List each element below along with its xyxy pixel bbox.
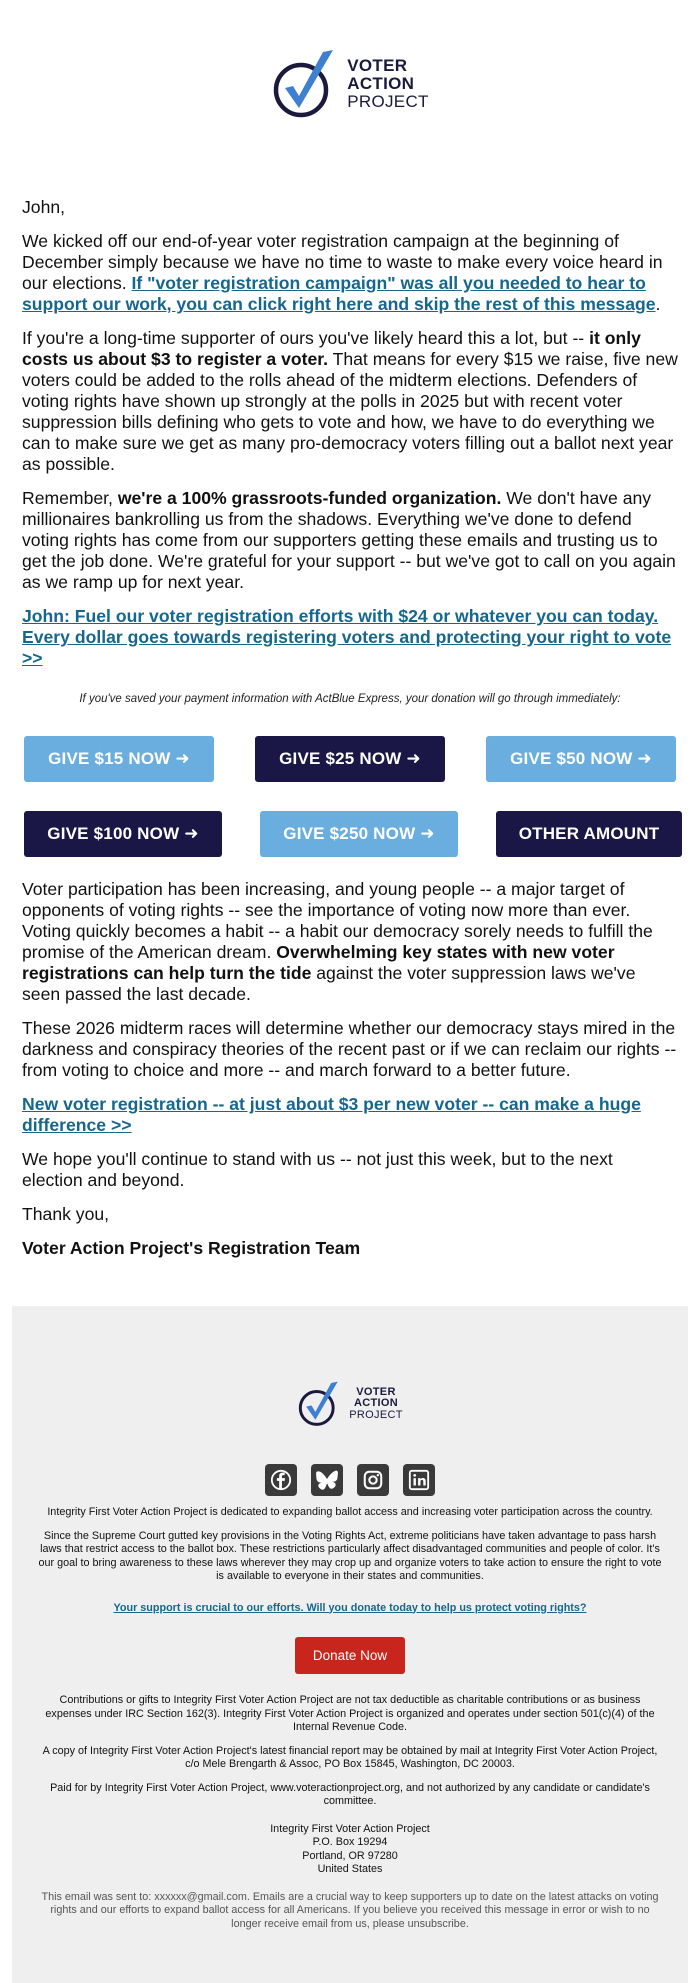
logo-line-3: PROJECT: [347, 91, 429, 111]
cost-highlight: it only costs us about $3 to register a voter.: [22, 328, 641, 369]
footer-unsubscribe-note[interactable]: This email was sent to: xxxxxx@gmail.com. Emails are a crucial way to keep supporters up to date on the latest attacks on voting rights and our efforts to expand ballot access for all Americans. If you believe you received this message in error or wish to no longer receive email from us, please unsubscribe.: [41, 1890, 659, 1930]
header-logo[interactable]: [0, 0, 700, 140]
cost-text-a: If you're a long-time supporter of ours you've likely heard this a lot, but --: [22, 328, 590, 348]
paragraph-participation: [22, 879, 678, 1005]
address-line-1: Integrity First Voter Action Project: [270, 1822, 430, 1835]
intro-end: .: [655, 294, 661, 314]
paragraph-cost: [22, 328, 678, 475]
address-line-4: United States: [317, 1863, 383, 1875]
logo-wordmark: [347, 57, 428, 111]
donate-buttons-row-2: [0, 811, 700, 857]
thanks-line: Thank you,: [22, 1204, 110, 1224]
footer-logo-line-2: ACTION: [354, 1397, 398, 1410]
fuel-efforts-link[interactable]: John: Fuel our voter registration efforts with $24 or whatever you can today. Every dollar goes towards registering voters and protecting your right to vote >>: [22, 606, 672, 668]
intro-text: We kicked off our end-of-year voter registration campaign at the beginning of December simply because we have no time to waste to make every voice heard in our elections.: [22, 231, 663, 293]
greeting: John,: [22, 197, 66, 217]
donate-now-button[interactable]: Donate Now: [295, 1637, 405, 1674]
checkmark-logo-icon: [271, 46, 341, 122]
email-body-lower: [0, 879, 700, 1259]
cost-text-c: That means for every $15 we raise, five new voters could be added to the rolls ahead of the midterm elections. Defenders of voting rights have shown up strongly at the polls in 2025 but with recent voter suppression bills defining who gets to vote and how, we have to do everything we can to make sure we get as many pro-democracy voters filling out a ballot next year as possible.: [22, 349, 678, 474]
logo-line-2: ACTION: [347, 74, 415, 94]
participation-text-c: against the voter suppression laws we've seen passed the last decade.: [22, 963, 636, 1004]
footer-logo-line-3: PROJECT: [349, 1408, 403, 1421]
footer-paid-for: Paid for by Integrity First Voter Action Project, www.voteractionproject.org, and not authorized by any candidate or candidate's committee.: [50, 1781, 650, 1807]
email-footer: [12, 1306, 688, 1983]
footer-history: Since the Supreme Court gutted key provisions in the Voting Rights Act, extreme politicians have taken advantage to pass harsh laws that restrict access to the ballot box. These restrictions particularly affect disadvantaged communities and people of color. It's our goal to bring awareness to these laws wherever they may crop up and organize voters to take action to ensure the right to vote is available to everyone in their states and communities.: [38, 1529, 662, 1582]
footer-mission: Integrity First Voter Action Project is dedicated to expanding ballot access and increasing voter participation across the country.: [47, 1506, 653, 1518]
signature: Voter Action Project's Registration Team: [22, 1238, 361, 1258]
paragraph-intro: [22, 231, 678, 315]
footer-address: [12, 1823, 688, 1877]
new-voter-registration-link[interactable]: New voter registration -- at just about $3 per new voter -- can make a huge difference >>: [22, 1094, 641, 1135]
paragraph-midterms: These 2026 midterm races will determine whether our democracy stays mired in the darkness and conspiracy theories of the recent past or if we can reclaim our rights -- from voting to choice and more -- and march forward to a better future.: [22, 1018, 677, 1080]
instagram-icon[interactable]: [357, 1464, 389, 1496]
bluesky-icon[interactable]: [311, 1464, 343, 1496]
paragraph-closing: We hope you'll continue to stand with us -- not just this week, but to the next election and beyond.: [22, 1149, 613, 1190]
footer-checkmark-logo-icon: [297, 1379, 343, 1429]
address-line-2: P.O. Box 19294: [312, 1836, 388, 1848]
email-body: [0, 197, 700, 710]
facebook-icon[interactable]: [265, 1464, 297, 1496]
footer-logo-line-1: VOTER: [356, 1385, 396, 1398]
donate-buttons-row-1: [0, 736, 700, 782]
give-50-button[interactable]: GIVE $50 NOW ➜: [486, 736, 676, 782]
skip-to-donate-link[interactable]: If "voter registration campaign" was all you needed to hear to support our work, you can click right here and skip the rest of this message: [22, 273, 656, 314]
paragraph-grassroots: [22, 488, 678, 593]
social-links: [12, 1464, 688, 1496]
footer-logo-wordmark: [349, 1387, 402, 1422]
footer-logo[interactable]: [12, 1376, 688, 1432]
address-line-3: Portland, OR 97280: [302, 1849, 398, 1862]
footer-financial-report: A copy of Integrity First Voter Action Project's latest financial report may be obtained by mail at Integrity First Voter Action Project, c/o Mele Brengarth & Assoc, PO Box 15845, Washington, DC 20003.: [42, 1744, 658, 1770]
linkedin-icon[interactable]: [403, 1464, 435, 1496]
give-15-button[interactable]: GIVE $15 NOW ➜: [24, 736, 214, 782]
footer-tax-disclaimer: Contributions or gifts to Integrity First Voter Action Project are not tax deductible as charitable contributions or as business expenses under IRC Section 162(3). Integrity First Voter Action Project is organized and operates under section 501(c)(4) of the Internal Revenue Code.: [45, 1694, 655, 1733]
other-amount-button[interactable]: OTHER AMOUNT: [496, 811, 682, 857]
participation-text-a: Voter participation has been increasing, and young people -- a major target of opponents of voting rights -- see the importance of voting now more than ever. Voting quickly becomes a habit -- a habit our democracy sorely needs to fulfill the promise of the American dream.: [22, 879, 653, 962]
grassroots-highlight: we're a 100% grassroots-funded organization.: [117, 488, 502, 508]
logo-line-1: VOTER: [347, 56, 408, 76]
footer-support-link[interactable]: Your support is crucial to our efforts. Will you donate today to help us protect voting rights?: [113, 1601, 587, 1614]
actblue-express-note: If you've saved your payment information with ActBlue Express, your donation will go through immediately:: [79, 693, 621, 705]
grassroots-text-a: Remember,: [22, 488, 118, 508]
participation-highlight: Overwhelming key states with new voter registrations can help turn the tide: [22, 942, 615, 983]
give-100-button[interactable]: GIVE $100 NOW ➜: [24, 811, 222, 857]
give-25-button[interactable]: GIVE $25 NOW ➜: [255, 736, 445, 782]
grassroots-text-c: We don't have any millionaires bankrolling us from the shadows. Everything we've done to defend voting rights has come from our supporters getting these emails and trusting us to get the job done. We're grateful for your support -- but we've got to call on you again as we ramp up for next year.: [22, 488, 676, 592]
give-250-button[interactable]: GIVE $250 NOW ➜: [260, 811, 458, 857]
